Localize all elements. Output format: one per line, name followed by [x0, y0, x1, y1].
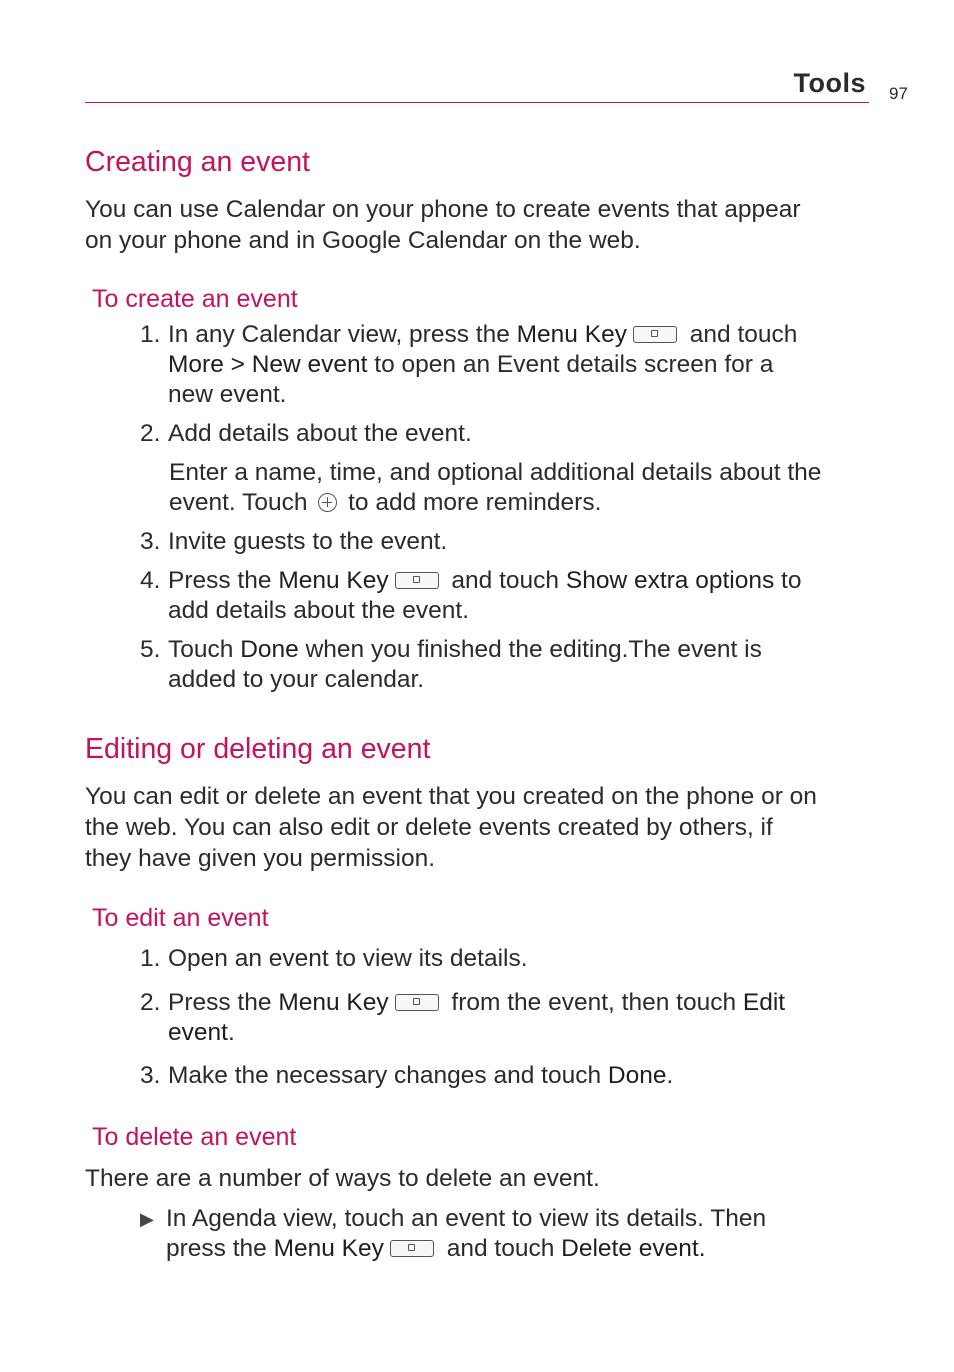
creating-intro: You can use Calendar on your phone to create events that appear on your phone and in Google Calendar on the web. [85, 196, 801, 254]
delete-event-label: Delete event. [561, 1235, 706, 1262]
subheading-create-event: To create an event [92, 285, 298, 313]
show-extra-options-label: Show extra options [565, 567, 775, 594]
menu-key-label: Menu Key [278, 989, 389, 1016]
menu-key-label: Menu Key [278, 567, 389, 594]
delete-intro: There are a number of ways to delete an event. [85, 1165, 600, 1192]
menu-key-icon [395, 572, 439, 589]
section-title: Tools [793, 68, 866, 98]
bullet-arrow-icon: ▶ [140, 1209, 154, 1229]
menu-key-label: Menu Key [516, 321, 627, 348]
menu-key-icon [633, 326, 677, 343]
editing-intro: You can edit or delete an event that you created on the phone or on the web. You can also edit or delete events created by others, if they have given you permission. [85, 783, 817, 872]
heading-creating-event: Creating an event [85, 146, 310, 178]
subheading-delete-event: To delete an event [92, 1123, 297, 1151]
done-label: Done [240, 636, 299, 663]
menu-key-icon [390, 1240, 434, 1257]
edit-event-label: Edit [742, 989, 786, 1016]
heading-editing-event: Editing or deleting an event [85, 733, 431, 765]
page-number: 97 [889, 84, 908, 103]
add-reminder-icon [318, 493, 337, 512]
menu-key-label: Menu Key [273, 1235, 384, 1262]
done-label: Done [607, 1062, 667, 1089]
more-new-event-label: More > New event [168, 351, 368, 378]
menu-key-icon [395, 994, 439, 1011]
header-divider [85, 102, 869, 103]
subheading-edit-event: To edit an event [92, 904, 269, 932]
step-note: Enter a name, time, and optional additional details about the event. Touch to add more reminders. [169, 459, 822, 516]
